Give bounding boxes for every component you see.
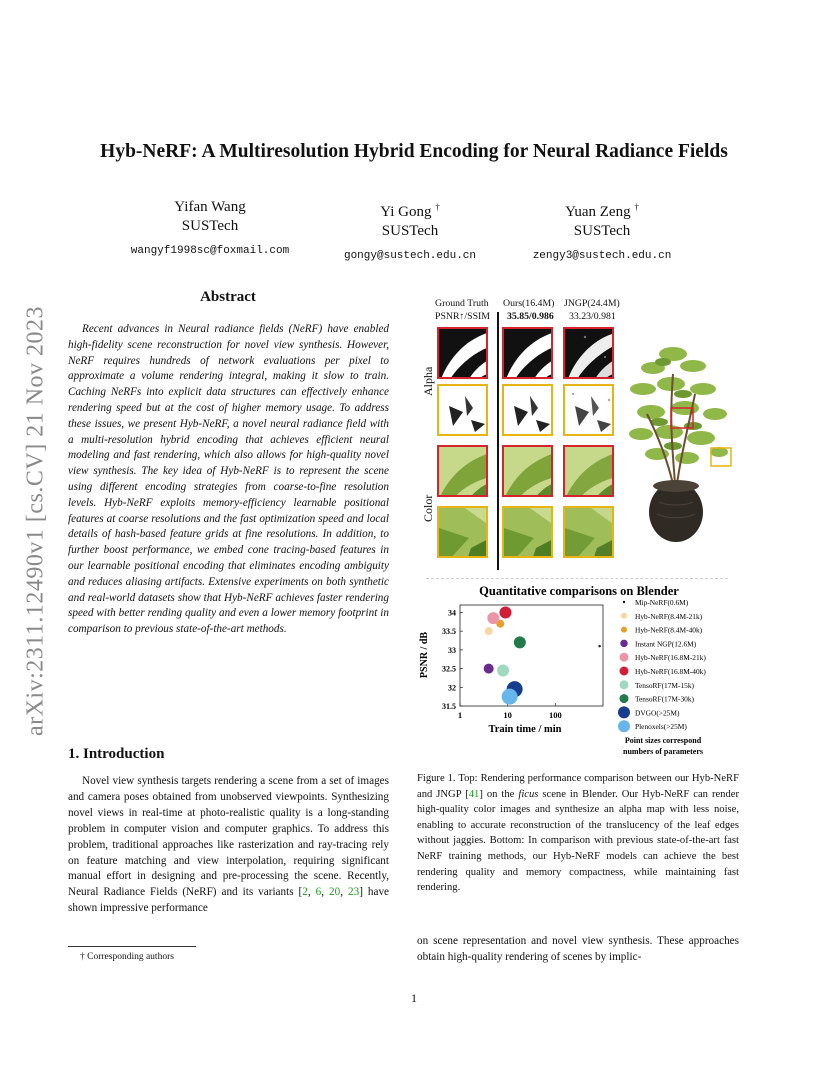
row-label-alpha: Alpha: [421, 366, 435, 396]
col-header-ours: Ours(16.4M): [503, 298, 555, 309]
corresponding-mark: †: [634, 202, 639, 212]
author-name: Yuan Zeng: [565, 204, 631, 220]
legend-marker: [620, 653, 629, 662]
y-tick-label: 32.5: [442, 664, 456, 674]
figure-comparison: [413, 296, 733, 576]
author-affiliation: SUSTech: [181, 218, 239, 234]
legend-marker: [621, 613, 627, 619]
data-point: [487, 612, 499, 624]
legend-marker: [620, 667, 629, 676]
col-header-jngp: JNGP(24.4M): [564, 298, 620, 309]
chart-legend: [618, 598, 706, 732]
separator-line: [497, 312, 499, 570]
y-tick-label: 34: [448, 608, 456, 618]
color-crop-ground-truth-2: [437, 506, 488, 558]
y-axis-label: PSNR / dB: [419, 631, 430, 679]
author-name: Yi Gong: [380, 204, 432, 220]
caption-rest: scene in Blender. Our Hyb-NeRF can render high-quality color images and synthesize an alpha map with less noise, enabling to accurate reconstruction of the translucency of the leaf edges without jaggies. Bottom: In comparison with previous state-of-the-art fast NeRF training methods, our Hyb-NeRF models can achieve the best rendering quality and memory compactness, while maintaining fast rendering.: [417, 788, 740, 894]
y-tick-label: 33: [448, 645, 456, 655]
citation-link[interactable]: 23: [348, 886, 360, 899]
alpha-crop-ground-truth-2: [437, 384, 488, 436]
col-header-ground-truth: Ground Truth: [435, 298, 489, 309]
color-crop-ours-2: [502, 506, 553, 558]
y-tick-label: 32: [448, 683, 456, 693]
data-point: [485, 627, 493, 635]
data-point: [502, 689, 518, 705]
corresponding-mark: †: [435, 202, 440, 212]
metric-label: PSNR↑/SSIM: [435, 311, 490, 322]
scatter-chart-svg: [413, 580, 733, 770]
plot-frame: [460, 605, 603, 706]
abstract-body: Recent advances in Neural radiance fields (NeRF) have enabled high-fidelity scene reconstruction for novel view synthesis. However, NeRF requires hundreds of network evaluations per pixel to approximate a volume rendering integral, making it slow to train. Caching NeRFs into explicit data structures can effectively enhance rendering speed but at the cost of higher memory usage. To address these issues, we present Hyb-NeRF, a novel neural radiance field with a multi-resolution hybrid encoding that achieves efficient neural modeling and fast rendering, which also allows for high-quality novel view synthesis. The key idea of Hyb-NeRF is to represent the scene using different encoding strategies from coarse-to-fine resolution levels. Hyb-NeRF exploits memory-efficiency learnable positional features at coarse resolutions and the fast optimization speed and local details of hash-based feature grids at fine resolutions. In addition, to further boost performance, we embed cone tracing-based features in our learnable positional encoding that eliminates encoding ambiguity and reduces aliasing artifacts. Extensive experiments on both synthetic and real-world datasets show that Hyb-NeRF achieves faster rendering speed with better rending quality and even a lower memory footprint in comparison to previous state-of-the-art methods.: [68, 323, 389, 636]
jngp-metric: 33.23/0.981: [569, 311, 616, 322]
alpha-crop-jngp-2: [563, 384, 614, 436]
caption-prefix: Figure 1. Top: Rendering performance comparison between our Hyb-NeRF and JNGP [: [417, 773, 739, 800]
figure-caption: [417, 771, 739, 896]
color-crop-ground-truth: [437, 445, 488, 497]
citation-link[interactable]: 20: [329, 886, 341, 899]
data-point: [484, 664, 494, 674]
arxiv-stamp-text: arXiv:2311.12490v1 [cs.CV] 21 Nov 2023: [22, 305, 49, 737]
citation-link[interactable]: 41: [468, 788, 480, 800]
color-crop-ours: [502, 445, 553, 497]
alpha-crop-jngp: [563, 327, 614, 379]
legend-marker: [618, 720, 630, 732]
color-crop-jngp: [563, 445, 614, 497]
author-affiliation: SUSTech: [573, 223, 631, 239]
alpha-crop-ours-2: [502, 384, 553, 436]
legend-marker: [623, 601, 625, 603]
legend-marker: [620, 680, 629, 689]
plot-area: [442, 605, 603, 720]
author-email: gongy@sustech.edu.cn: [343, 250, 477, 262]
legend-entry: TensoRF(17M-15k): [635, 680, 695, 690]
author-1: [110, 198, 310, 261]
intro-text: Novel view synthesis targets rendering a scene from a set of images and camera poses obtained from unobserved viewpoints. Synthesizing novel views in real-time at photo-realistic quality is a long-standing problem in computer vision and computer graphics. To address this problem, traditional approaches like rasterization and ray-tracing rely on feature matching and view interpolation, requiring significant manual effort in designing and pre-processing the scene. Recently, Neural Radiance Fields (NeRF) and its variants [: [68, 775, 389, 899]
arxiv-stamp: [16, 282, 56, 760]
x-tick-label: 100: [548, 710, 562, 720]
y-tick-label: 31.5: [442, 702, 456, 711]
caption-mid: ] on the: [479, 788, 519, 800]
abstract-heading: Abstract: [200, 289, 256, 305]
author-3: [502, 198, 702, 266]
legend-note-line-2: numbers of parameters: [623, 747, 703, 756]
legend-entry: Mip-NeRF(0.6M): [635, 598, 689, 607]
author-affiliation: SUSTech: [381, 223, 439, 239]
author-name: Yifan Wang: [174, 199, 246, 215]
legend-entry: Hyb-NeRF(8.4M-21k): [635, 611, 703, 621]
legend-marker: [620, 694, 629, 703]
legend-note-line-1: Point sizes correspond: [624, 736, 702, 745]
section-heading-introduction: 1. Introduction: [68, 746, 165, 762]
author-email: wangyf1998sc@foxmail.com: [130, 245, 290, 257]
data-point: [497, 664, 509, 676]
paper-title: Hyb-NeRF: A Multiresolution Hybrid Encoding for Neural Radiance Fields: [100, 141, 728, 162]
intro-text-tail: ] have shown impressive performance: [68, 886, 390, 915]
footnote: † Corresponding authors: [80, 952, 174, 962]
legend-entry: DVGO(>25M): [635, 708, 680, 718]
color-crop-jngp-2: [563, 506, 614, 558]
y-tick-label: 33.5: [442, 627, 456, 637]
chart-title: Quantitative comparisons on Blender: [479, 584, 679, 598]
legend-entry: Hyb-NeRF(16.8M-21k): [635, 653, 706, 663]
legend-entry: Hyb-NeRF(16.8M-40k): [635, 667, 706, 676]
alpha-crop-ours: [502, 327, 553, 379]
author-2: [310, 198, 510, 266]
ours-metric: 35.85/0.986: [507, 311, 554, 322]
caption-scene: ficus: [518, 788, 539, 800]
figure-divider: [426, 578, 728, 579]
citation-link[interactable]: 2: [302, 886, 308, 899]
data-point: [499, 606, 511, 618]
x-tick-label: 1: [457, 710, 463, 720]
legend-marker: [621, 627, 627, 633]
x-axis-label: Train time / min: [488, 724, 562, 735]
legend-marker: [620, 640, 628, 648]
introduction-body: Novel view synthesis targets rendering a scene from a set of images and camera poses obtained from unobserved viewpoints. Synthesizing novel views in real-time at photo-realistic quality is a long-standing problem in computer vision and computer graphics. To address this problem, traditional approaches like rasterization and ray-tracing rely on feature matching and view interpolation, requiring significant manual effort in designing and pre-processing the scene. Recently, Neural Radiance Fields (NeRF) and its variants [2, 6, 20, 23] have shown impressive performance: [68, 775, 390, 915]
legend-entry: TensoRF(17M-30k): [635, 694, 695, 704]
page-number: 1: [411, 991, 417, 1005]
row-label-color: Color: [421, 494, 435, 522]
right-column-text: on scene representation and novel view synthesis. These approaches obtain high-quality rendering of scenes by implic-: [417, 935, 739, 963]
author-email: zengy3@sustech.edu.cn: [532, 250, 672, 262]
ficus-plant-illustration: [623, 334, 733, 544]
footnote-rule: [68, 946, 196, 947]
legend-marker: [618, 706, 630, 718]
legend-entry: Instant NGP(12.6M): [635, 639, 697, 649]
legend-entry: Plenoxels(>25M): [635, 722, 687, 732]
citation-link[interactable]: 6: [315, 886, 322, 899]
scatter-chart: [413, 580, 733, 770]
x-tick-label: 10: [503, 710, 512, 720]
data-point: [514, 636, 526, 648]
data-point: [598, 645, 600, 647]
legend-entry: Hyb-NeRF(8.4M-40k): [635, 625, 703, 635]
alpha-crop-ground-truth: [437, 327, 488, 379]
